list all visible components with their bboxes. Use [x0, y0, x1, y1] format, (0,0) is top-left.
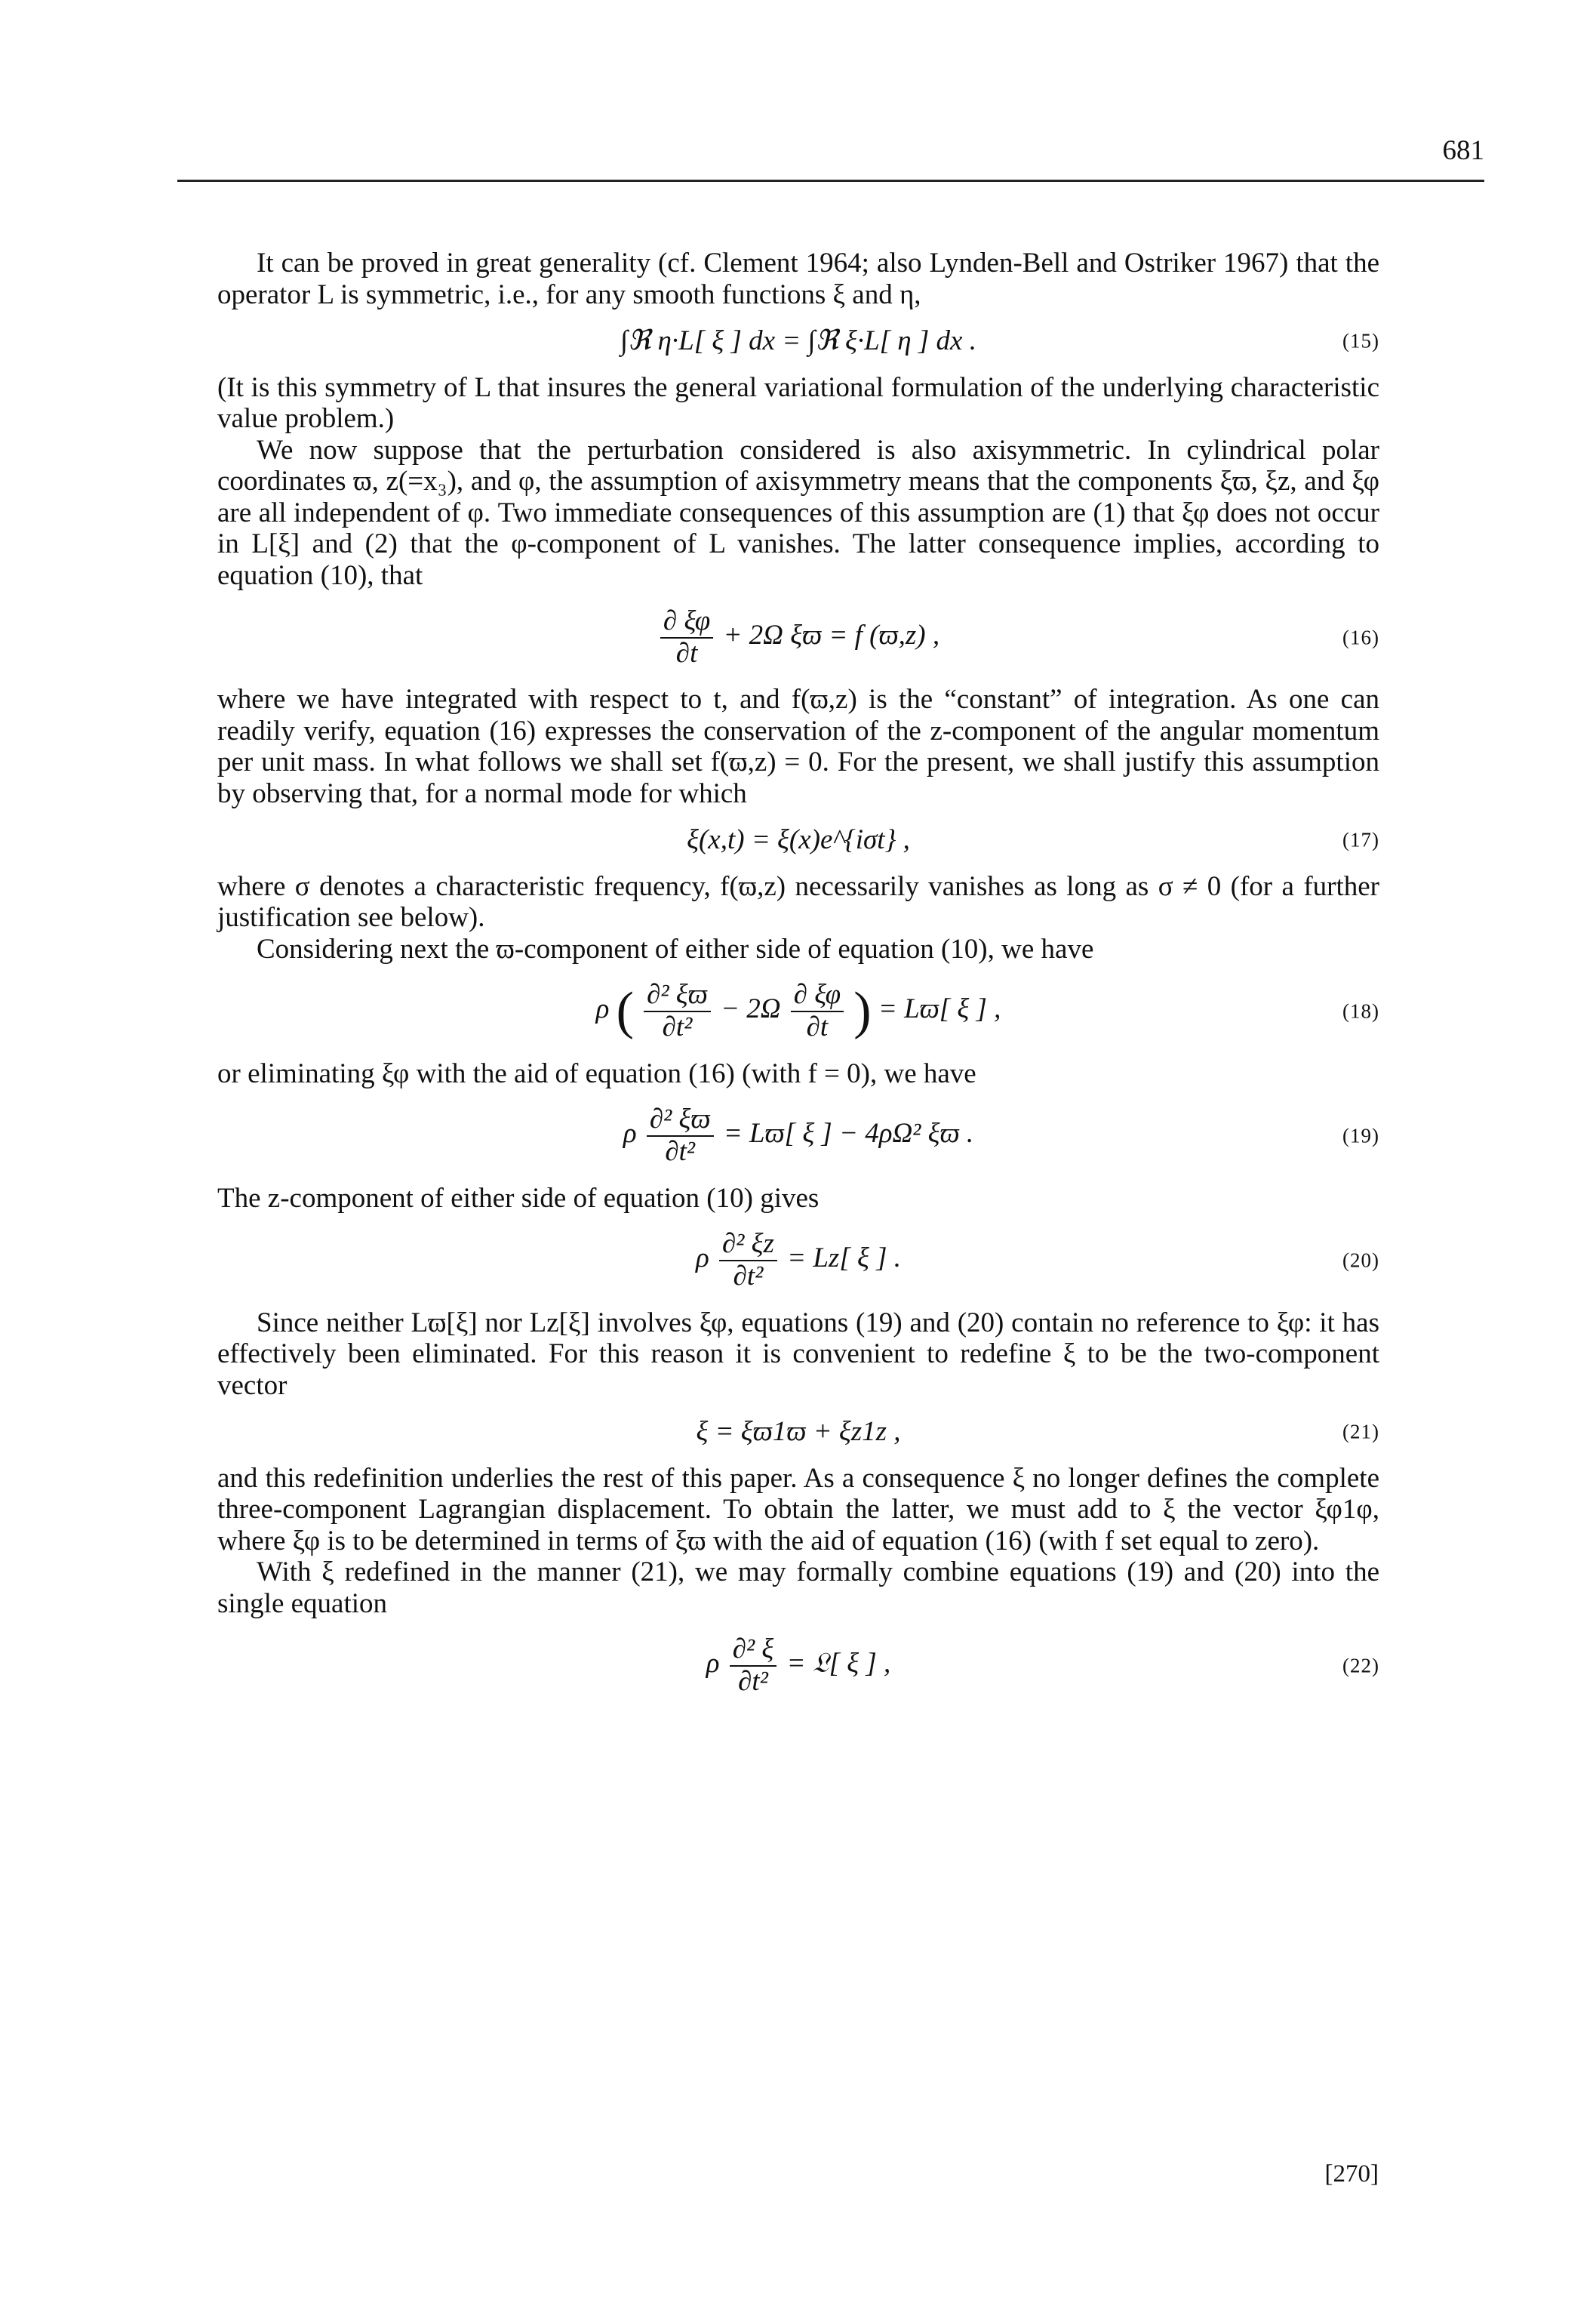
equation-18-label: (18)	[1342, 999, 1379, 1023]
paragraph-3: We now suppose that the perturbation considered is also axisymmetric. In cylindrical polar coordinates ϖ, z(=x₃), and φ, the assumption of axisymmetry means that the components ξϖ, ξz, and ξφ are all independent of φ. Two immediate consequences of this assumption are (1) that ξφ does not occur in L[ξ] and (2) that the φ-component of L vanishes. The latter consequence implies, according to equation (10), that	[217, 434, 1379, 591]
paragraph-11: With ξ redefined in the manner (21), we may formally combine equations (19) and (20) into the single equation	[217, 1556, 1379, 1619]
paragraph-1: It can be proved in great generality (cf. Clement 1964; also Lynden-Bell and Ostriker 1967) that the operator L is symmetric, i.e., for any smooth functions ξ and η,	[217, 248, 1379, 310]
equation-15	[217, 325, 1379, 357]
page-number: 681	[1442, 135, 1484, 166]
paragraph-4: where we have integrated with respect to t, and f(ϖ,z) is the “constant” of integration. As one can readily verify, equation (16) expresses the conservation of the z-component of the angular momentum per unit mass. In what follows we shall set f(ϖ,z) = 0. For the present, we shall justify this assumption by observing that, for a normal mode for which	[217, 684, 1379, 809]
equation-17	[217, 824, 1379, 856]
equation-19: ρ $\frac{\text{∂² ξϖ}}{\text{∂t²}}$ = Lϖ[ ξ ] − 4ρΩ² ξϖ . (19)	[623, 1104, 1379, 1167]
equation-21-body: ξ = ξϖ1ϖ + ξz1z ,	[696, 1416, 901, 1447]
footer-page-ref: [270]	[1324, 2160, 1379, 2188]
paragraph-2: (It is this symmetry of L that insures the general variational formulation of the underlying characteristic value problem.)	[217, 371, 1379, 434]
equation-22-label: (22)	[1342, 1653, 1379, 1677]
paragraph-6: Considering next the ϖ-component of either side of equation (10), we have	[257, 933, 1094, 965]
equation-18: ρ ( $\frac{\text{∂² ξϖ}}{\text{∂t²}}$ − 2Ω $\frac{\partial \xi\varphi}{\partial t}$ ) = Lϖ[ ξ ] , (18)	[595, 979, 1379, 1043]
paragraph-7: or eliminating ξφ with the aid of equation (16) (with f = 0), we have	[217, 1058, 976, 1089]
equation-16-rest: + 2Ω ξϖ = f (ϖ,z) ,	[723, 620, 940, 651]
header-rule	[177, 180, 1484, 182]
equation-15-body: ∫ℜ η·L[ ξ ] dx = ∫ℜ ξ·L[ η ] dx .	[620, 325, 976, 356]
paragraph-8: The z-component of either side of equation (10) gives	[217, 1182, 820, 1214]
paragraph-9: Since neither Lϖ[ξ] nor Lz[ξ] involves ξφ, equations (19) and (20) contain no reference to ξφ: it has effectively been eliminated. For this reason it is convenient to redefine ξ to be the two-component vector	[217, 1307, 1379, 1401]
equation-16-fraction: $\frac{\partial \xi\varphi}{\partial t}$	[660, 606, 713, 669]
equation-20: ρ $\frac{\text{∂² ξz}}{\text{∂t²}}$ = Lz[ ξ ] . (20)	[696, 1228, 1379, 1292]
paragraph-10: and this redefinition underlies the rest of this paper. As a consequence ξ no longer defines the complete three-component Lagrangian displacement. To obtain the latter, we must add to ξ the vector ξφ1φ, where ξφ is to be determined in terms of ξϖ with the aid of equation (16) (with f set equal to zero).	[217, 1462, 1379, 1556]
equation-16-label: (16)	[1342, 625, 1379, 648]
equation-22: ρ $\frac{\text{∂² ξ}}{\text{∂t²}}$ = 𝔏[ ξ ] , (22)	[706, 1633, 1379, 1697]
equation-16	[217, 606, 1379, 669]
equation-21	[217, 1416, 1379, 1448]
equation-19-label: (19)	[1342, 1124, 1379, 1147]
equation-21-label: (21)	[1342, 1420, 1379, 1443]
article-body	[217, 248, 1379, 1712]
equation-15-label: (15)	[1342, 329, 1379, 352]
equation-17-body: ξ(x,t) = ξ(x)e^{iσt} ,	[687, 824, 910, 856]
equation-20-label: (20)	[1342, 1249, 1379, 1272]
paragraph-5: where σ denotes a characteristic frequency, f(ϖ,z) necessarily vanishes as long as σ ≠ 0 (for a further justification see below).	[217, 870, 1379, 934]
equation-17-label: (17)	[1342, 828, 1379, 851]
